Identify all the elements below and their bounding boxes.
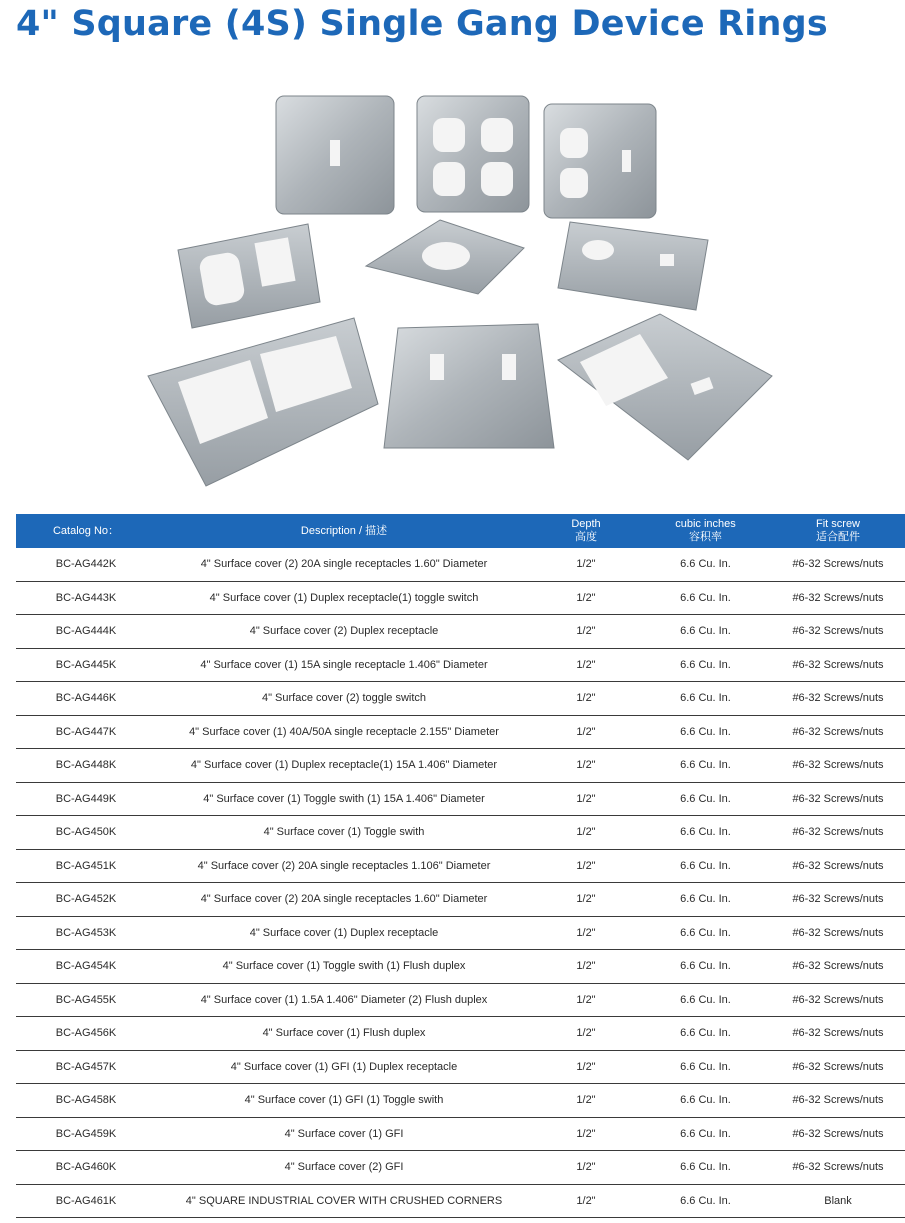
catalog-cell: BC-AG458K	[55, 1094, 117, 1107]
depth-cell: 1/2"	[576, 759, 596, 772]
screw-cell: #6-32 Screws/nuts	[792, 1094, 884, 1107]
depth-cell: 1/2"	[576, 1027, 596, 1040]
catalog-cell: BC-AG456K	[55, 1027, 117, 1040]
depth-cell: 1/2"	[576, 658, 596, 671]
depth-cell: 1/2"	[576, 1194, 596, 1207]
catalog-cell: BC-AG460K	[55, 1161, 117, 1174]
depth-cell: 1/2"	[576, 826, 596, 839]
table-row	[16, 984, 905, 1018]
cover-single-toggle	[276, 96, 394, 214]
description-cell: 4" Surface cover (2) GFI	[284, 1161, 404, 1174]
table-row	[16, 682, 905, 716]
cubic-cell: 6.6 Cu. In.	[680, 692, 731, 705]
description-cell: 4" Surface cover (2) toggle switch	[261, 692, 427, 705]
header-screw-en: Fit screw	[816, 518, 860, 530]
depth-cell: 1/2"	[576, 926, 596, 939]
product-table	[16, 514, 905, 1218]
description-cell: 4" Surface cover (1) GFI (1) Duplex receptacle	[230, 1060, 458, 1073]
description-cell: 4" Surface cover (1) GFI (1) Toggle swith	[244, 1094, 444, 1107]
depth-cell: 1/2"	[576, 792, 596, 805]
cubic-cell: 6.6 Cu. In.	[680, 826, 731, 839]
description-cell: 4" Surface cover (1) Toggle swith (1) 15A 1.406" Diameter	[203, 792, 485, 805]
page-title: 4" Square (4S) Single Gang Device Rings	[16, 4, 828, 44]
catalog-cell: BC-AG454K	[55, 960, 117, 973]
header-description: Description / 描述	[300, 524, 388, 537]
cubic-cell: 6.6 Cu. In.	[680, 1161, 731, 1174]
table-row	[16, 850, 905, 884]
catalog-cell: BC-AG461K	[55, 1194, 117, 1207]
cover-duplex-gfi	[178, 224, 320, 328]
screw-cell: #6-32 Screws/nuts	[792, 591, 884, 604]
screw-cell: #6-32 Screws/nuts	[792, 993, 884, 1006]
cubic-cell: 6.6 Cu. In.	[680, 725, 731, 738]
table-row	[16, 883, 905, 917]
cubic-cell: 6.6 Cu. In.	[680, 658, 731, 671]
header-cubic	[640, 518, 771, 544]
depth-cell: 1/2"	[576, 1161, 596, 1174]
cover-round-toggle	[558, 222, 708, 310]
depth-cell: 1/2"	[576, 893, 596, 906]
table-row	[16, 816, 905, 850]
catalog-cell: BC-AG451K	[55, 859, 117, 872]
depth-cell: 1/2"	[576, 625, 596, 638]
cover-two-duplex	[417, 96, 529, 212]
cubic-cell: 6.6 Cu. In.	[680, 1194, 731, 1207]
table-row	[16, 1051, 905, 1085]
depth-cell: 1/2"	[576, 591, 596, 604]
description-cell: 4" Surface cover (2) 20A single receptacles 1.60" Diameter	[200, 893, 488, 906]
cubic-cell: 6.6 Cu. In.	[680, 1094, 731, 1107]
depth-cell: 1/2"	[576, 725, 596, 738]
screw-cell: #6-32 Screws/nuts	[792, 558, 884, 571]
product-photo	[140, 88, 780, 493]
screw-cell: #6-32 Screws/nuts	[792, 759, 884, 772]
cover-round-receptacle	[366, 220, 524, 294]
catalog-cell: BC-AG453K	[55, 926, 117, 939]
screw-cell: #6-32 Screws/nuts	[792, 625, 884, 638]
cubic-cell: 6.6 Cu. In.	[680, 792, 731, 805]
depth-cell: 1/2"	[576, 1127, 596, 1140]
catalog-cell: BC-AG442K	[55, 558, 117, 571]
depth-cell: 1/2"	[576, 558, 596, 571]
catalog-cell: BC-AG449K	[55, 792, 117, 805]
cubic-cell: 6.6 Cu. In.	[680, 558, 731, 571]
screw-cell: #6-32 Screws/nuts	[792, 692, 884, 705]
cover-gfi-toggle	[558, 314, 772, 460]
header-depth-en: Depth	[571, 518, 601, 530]
description-cell: 4" Surface cover (1) Flush duplex	[262, 1027, 426, 1040]
screw-cell: #6-32 Screws/nuts	[792, 792, 884, 805]
cover-duplex-toggle	[544, 104, 656, 218]
description-cell: 4" Surface cover (1) Toggle swith	[263, 826, 425, 839]
depth-cell: 1/2"	[576, 1060, 596, 1073]
screw-cell: #6-32 Screws/nuts	[792, 725, 884, 738]
cubic-cell: 6.6 Cu. In.	[680, 591, 731, 604]
catalog-cell: BC-AG445K	[55, 658, 117, 671]
cubic-cell: 6.6 Cu. In.	[680, 1127, 731, 1140]
description-cell: 4" SQUARE INDUSTRIAL COVER WITH CRUSHED CORNERS	[185, 1194, 503, 1207]
screw-cell: #6-32 Screws/nuts	[792, 1127, 884, 1140]
table-row	[16, 1185, 905, 1219]
screw-cell: #6-32 Screws/nuts	[792, 960, 884, 973]
description-cell: 4" Surface cover (2) Duplex receptacle	[249, 625, 439, 638]
depth-cell: 1/2"	[576, 1094, 596, 1107]
header-depth	[532, 518, 640, 544]
header-catalog: Catalog No：	[52, 524, 120, 537]
cubic-cell: 6.6 Cu. In.	[680, 926, 731, 939]
description-cell: 4" Surface cover (1) Toggle swith (1) Flush duplex	[222, 960, 466, 973]
header-cubic-en: cubic inches	[675, 518, 736, 530]
depth-cell: 1/2"	[576, 993, 596, 1006]
cubic-cell: 6.6 Cu. In.	[680, 859, 731, 872]
header-screw-cn: 适合配件	[816, 531, 860, 543]
description-cell: 4" Surface cover (2) 20A single receptacles 1.60" Diameter	[200, 558, 488, 571]
catalog-cell: BC-AG455K	[55, 993, 117, 1006]
description-cell: 4" Surface cover (1) Duplex receptacle	[249, 926, 439, 939]
depth-cell: 1/2"	[576, 960, 596, 973]
screw-cell: #6-32 Screws/nuts	[792, 926, 884, 939]
table-row	[16, 1118, 905, 1152]
table-row	[16, 716, 905, 750]
catalog-cell: BC-AG459K	[55, 1127, 117, 1140]
cubic-cell: 6.6 Cu. In.	[680, 759, 731, 772]
screw-cell: #6-32 Screws/nuts	[792, 1027, 884, 1040]
depth-cell: 1/2"	[576, 859, 596, 872]
table-body	[16, 548, 905, 1218]
screw-cell: #6-32 Screws/nuts	[792, 826, 884, 839]
table-row	[16, 649, 905, 683]
screw-cell: #6-32 Screws/nuts	[792, 658, 884, 671]
table-row	[16, 1084, 905, 1118]
cubic-cell: 6.6 Cu. In.	[680, 1060, 731, 1073]
description-cell: 4" Surface cover (1) 1.5A 1.406" Diameter (2) Flush duplex	[200, 993, 488, 1006]
screw-cell: #6-32 Screws/nuts	[792, 893, 884, 906]
catalog-cell: BC-AG446K	[55, 692, 117, 705]
catalog-cell: BC-AG447K	[55, 725, 117, 738]
header-depth-cn: 高度	[575, 531, 597, 543]
header-cubic-cn: 容积率	[689, 531, 722, 543]
cover-two-toggle	[384, 324, 554, 448]
description-cell: 4" Surface cover (2) 20A single receptacles 1.106" Diameter	[197, 859, 491, 872]
cubic-cell: 6.6 Cu. In.	[680, 893, 731, 906]
cubic-cell: 6.6 Cu. In.	[680, 960, 731, 973]
table-row	[16, 1017, 905, 1051]
table-row	[16, 917, 905, 951]
cubic-cell: 6.6 Cu. In.	[680, 993, 731, 1006]
description-cell: 4" Surface cover (1) 40A/50A single receptacle 2.155" Diameter	[189, 725, 499, 738]
catalog-cell: BC-AG452K	[55, 893, 117, 906]
description-cell: 4" Surface cover (1) Duplex receptacle(1) 15A 1.406" Diameter	[190, 759, 498, 772]
cover-two-gfi	[148, 318, 378, 486]
screw-cell: Blank	[824, 1194, 852, 1207]
table-row	[16, 950, 905, 984]
depth-cell: 1/2"	[576, 692, 596, 705]
header-screw	[771, 518, 905, 544]
screw-cell: #6-32 Screws/nuts	[792, 859, 884, 872]
table-header	[16, 514, 905, 548]
description-cell: 4" Surface cover (1) Duplex receptacle(1) toggle switch	[209, 591, 479, 604]
catalog-cell: BC-AG443K	[55, 591, 117, 604]
cubic-cell: 6.6 Cu. In.	[680, 625, 731, 638]
table-row	[16, 783, 905, 817]
screw-cell: #6-32 Screws/nuts	[792, 1161, 884, 1174]
catalog-cell: BC-AG448K	[55, 759, 117, 772]
table-row	[16, 615, 905, 649]
description-cell: 4" Surface cover (1) GFI	[284, 1127, 404, 1140]
catalog-cell: BC-AG444K	[55, 625, 117, 638]
catalog-cell: BC-AG457K	[55, 1060, 117, 1073]
cubic-cell: 6.6 Cu. In.	[680, 1027, 731, 1040]
description-cell: 4" Surface cover (1) 15A single receptacle 1.406" Diameter	[200, 658, 488, 671]
table-row	[16, 582, 905, 616]
table-row	[16, 548, 905, 582]
screw-cell: #6-32 Screws/nuts	[792, 1060, 884, 1073]
catalog-cell: BC-AG450K	[55, 826, 117, 839]
table-row	[16, 1151, 905, 1185]
table-row	[16, 749, 905, 783]
